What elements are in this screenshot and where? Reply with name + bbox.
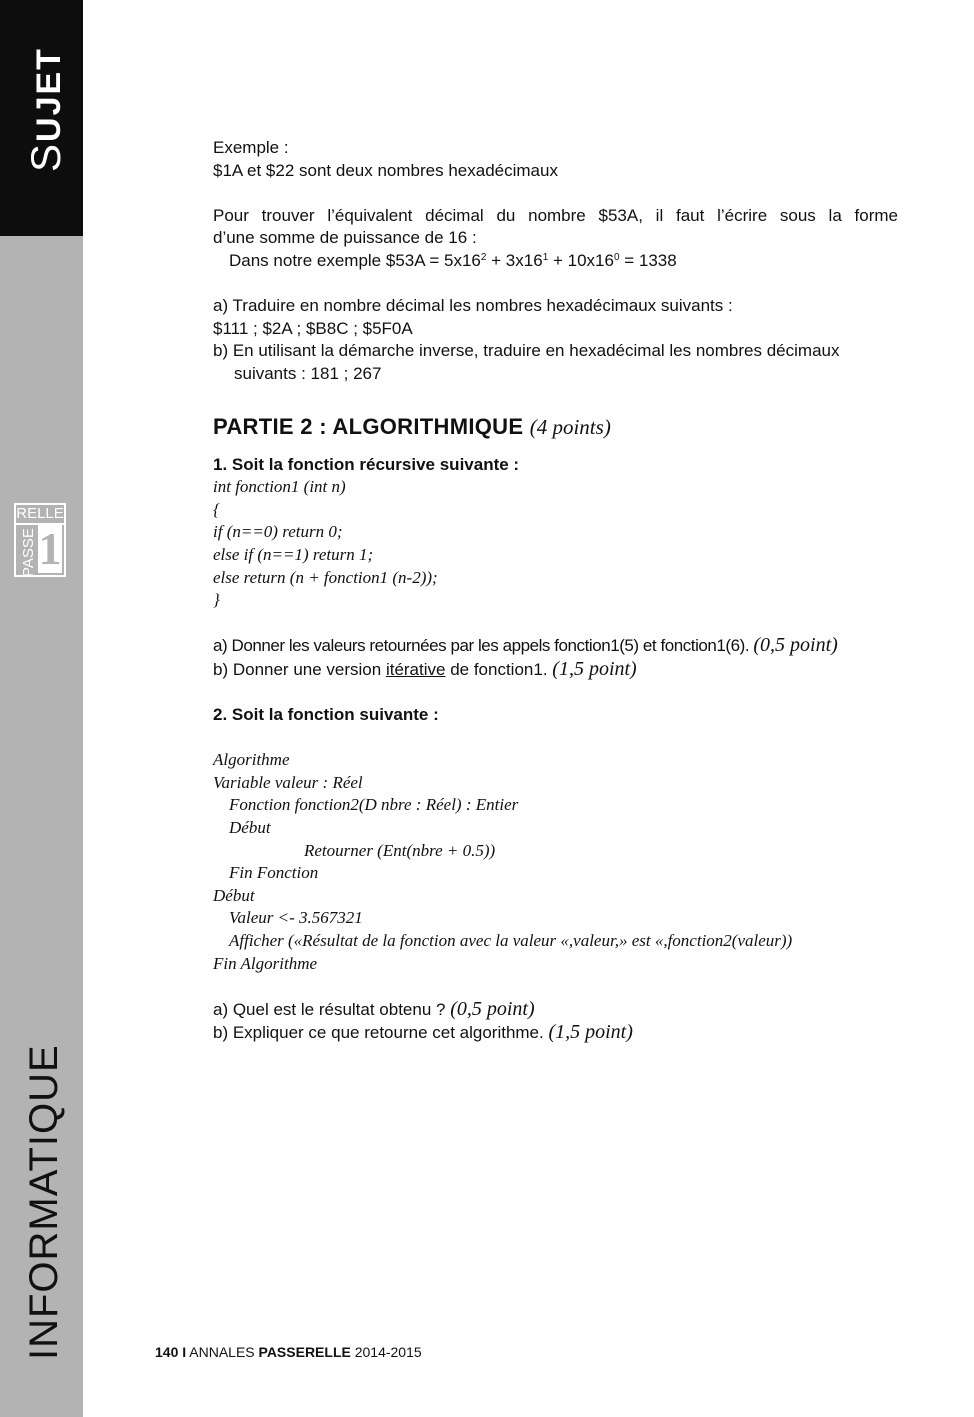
code-line: { (213, 499, 220, 519)
algo-line: Algorithme (213, 750, 290, 770)
example-para-line2: d’une somme de puissance de 16 : (213, 228, 477, 248)
question-a: a) Traduire en nombre décimal les nombres hexadécimaux suivants : (213, 296, 733, 316)
algo-line: Fin Algorithme (213, 953, 318, 973)
q1-title: 1. Soit la fonction récursive suivante : (213, 454, 520, 474)
page-content (213, 137, 898, 1045)
code-line: else if (n==1) return 1; (213, 544, 374, 564)
page-number: 140 (155, 1344, 179, 1360)
question-b-values: suivants : 181 ; 267 (234, 363, 382, 383)
passerelle-logo (14, 503, 66, 577)
page-footer: 140 I ANNALES PASSERELLE 2014-2015 (155, 1344, 422, 1360)
algo-line: Valeur <- 3.567321 (229, 908, 363, 928)
logo-one: 1 (38, 523, 62, 574)
question-b: b) En utilisant la démarche inverse, traduire en hexadécimal les nombres décimaux (213, 341, 840, 361)
section-heading-partie2: PARTIE 2 : ALGORITHMIQUE (4 points) (213, 413, 611, 439)
example-text: $1A et $22 sont deux nombres hexadécimaux (213, 160, 558, 180)
algo-line: Afficher («Résultat de la fonction avec la valeur «,valeur,» est «,fonction2(valeur)) (229, 931, 793, 950)
example-formula: Dans notre exemple $53A = $5x16^2 + 3x16^1 + 10x16^0 = 1338$ (229, 250, 677, 270)
code-line: } (213, 590, 220, 610)
algo-line: Retourner (Ent(nbre + 0.5)) (304, 840, 496, 860)
q2-question-a: a) Quel est le résultat obtenu ? (0,5 point) (213, 997, 535, 1020)
section-label-sujet: SUJET (22, 47, 69, 172)
q1-question-b: b) Donner une version itérative de fonction1. (1,5 point) (213, 657, 637, 680)
question-a-values: $111 ; $2A ; $B8C ; $5F0A (213, 318, 413, 338)
algo-line: Fin Fonction (229, 863, 319, 883)
q1-question-a: a) Donner les valeurs retournées par les appels fonction1(5) et fonction1(6). (0,5 point) (213, 634, 838, 657)
sidebar (0, 0, 83, 1417)
code-line: else return (n + fonction1 (n-2)); (213, 567, 438, 587)
code-line: if (n==0) return 0; (213, 522, 343, 542)
algo-line: Variable valeur : Réel (213, 772, 363, 792)
logo-relle: RELLE (16, 505, 64, 525)
example-para-line1: Pour trouver l’équivalent décimal du nombre $53A, il faut l’écrire sous la forme (213, 205, 898, 225)
code-line: int fonction1 (int n) (213, 477, 346, 497)
algo-line: Début (229, 818, 271, 838)
subject-label: INFORMATIQUE (22, 1044, 66, 1360)
algo-line: Fonction fonction2(D nbre : Réel) : Entier (229, 795, 519, 815)
algo-line: Début (213, 885, 255, 905)
q2-question-b: b) Expliquer ce que retourne cet algorithme. (1,5 point) (213, 1021, 633, 1044)
logo-passe: PASSE (20, 528, 37, 577)
q2-title: 2. Soit la fonction suivante : (213, 705, 439, 725)
example-heading: Exemple : (213, 138, 289, 157)
